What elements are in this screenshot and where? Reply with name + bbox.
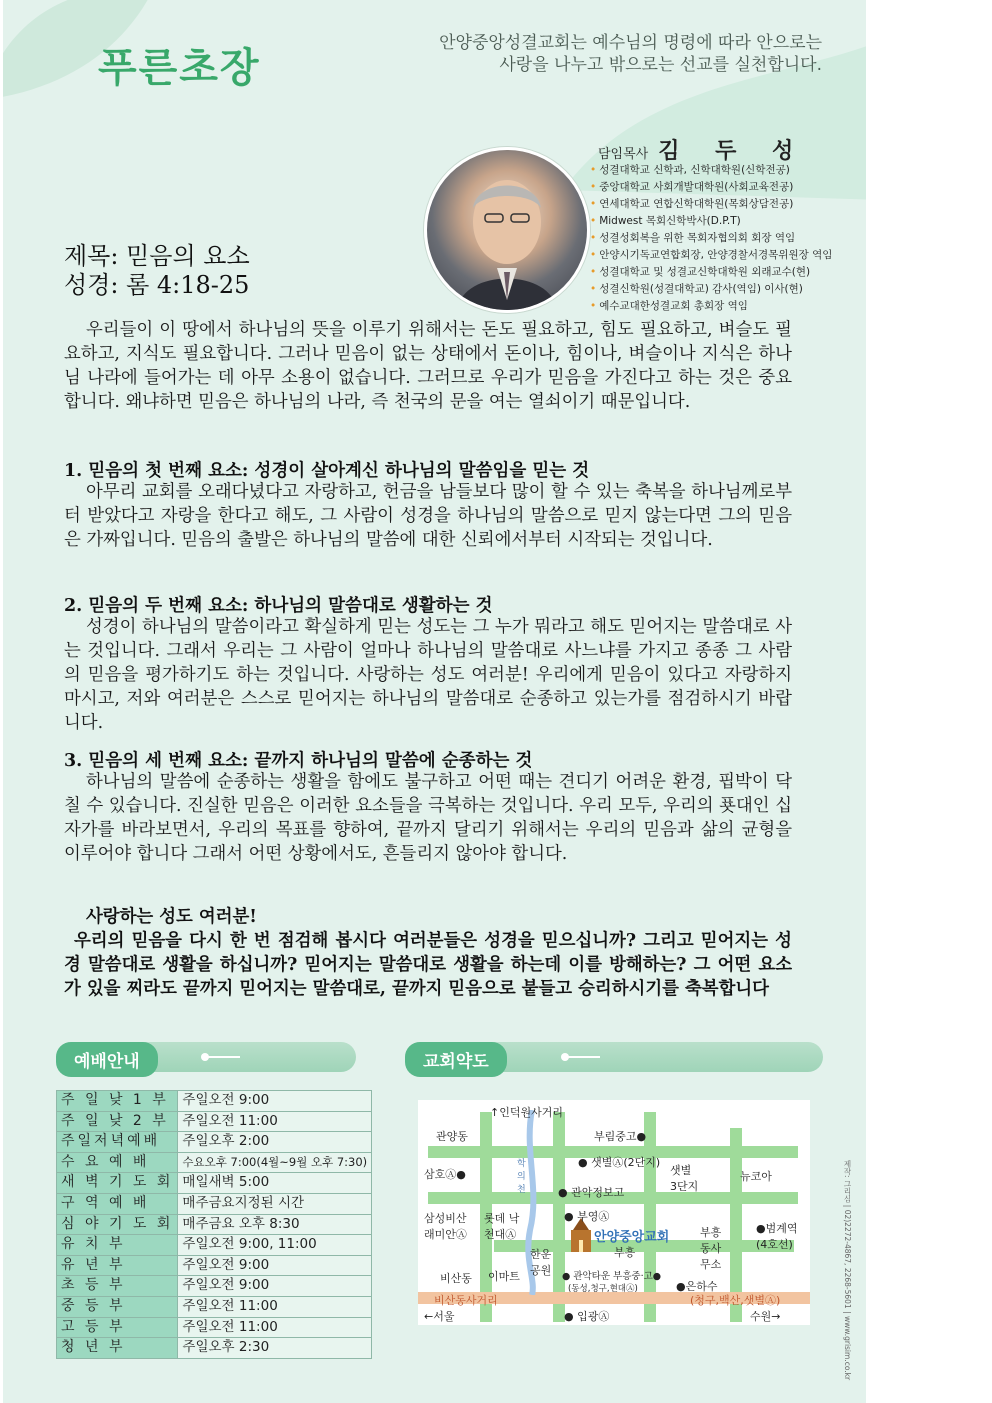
table-row: 주 일 낮 2 부 주일오전 11:00 [57, 1111, 372, 1132]
pastor-name: 김 두 성 [658, 138, 808, 164]
map-label: 부림중고● [594, 1130, 647, 1143]
tagline-line-2: 사랑을 나누고 밖으로는 선교를 실천합니다. [499, 55, 822, 75]
bullet-icon: • [590, 215, 597, 227]
point-1-body: 아무리 교회를 오래다녔다고 자랑하고, 헌금을 남들보다 많이 할 수 있는 축복을 하나님께로부터 받았다고 자랑을 한다고 해도, 그 사람이 성경을 하나님의 말씀으로 믿지 않는다면 그의 믿음은 가짜입니다. 믿음의 출발은 하나님의 말씀에 대한 신뢰에서부터 시작되는 것입니다. [64, 482, 792, 550]
map-label: 부흥 동사 무소 [700, 1226, 722, 1271]
sermon-intro: 우리들이 이 땅에서 하나님의 뜻을 이루기 위해서는 돈도 필요하고, 힘도 필요하고, 벼슬도 필요하고, 지식도 필요합니다. 그러나 믿음이 없는 상태에서 돈이나, 힘이나, 벼슬이나 지식은 하나님 나라에 들어가는 데 아무 소용이 없습니다. 그러므로 우리가 믿음을 가진다고 하는 것은 중요합니다. 왜냐하면 믿음은 하나님의 나라, 즉 천국의 문을 여는 열쇠이기 때문입니다. [64, 320, 792, 412]
map-section-label: 교회약도 [405, 1042, 507, 1077]
church-map [418, 1100, 810, 1325]
bullet-icon: • [590, 283, 597, 295]
table-row: 초 등 부 주일오전 9:00 [57, 1276, 372, 1297]
map-label: 뉴코아 [740, 1170, 772, 1183]
map-label: ● 샛별Ⓐ(2단지) [578, 1156, 661, 1169]
pin-line-icon [200, 1050, 242, 1064]
table-row: 주일저녁예배 주일오후 2:00 [57, 1132, 372, 1153]
pin-line-icon [560, 1050, 602, 1064]
bullet-icon: • [590, 266, 597, 278]
sermon-scripture: 성경: 롬 4:18-25 [64, 271, 250, 299]
table-row: 유 년 부 주일오전 9:00 [57, 1255, 372, 1276]
table-row: 중 등 부 주일오전 11:00 [57, 1296, 372, 1317]
map-label: 삼성비산 래미안Ⓐ [424, 1212, 467, 1241]
sermon-header [64, 242, 250, 300]
church-tagline [439, 32, 822, 76]
bullet-icon: • [590, 164, 597, 176]
table-row: 청 년 부 주일오후 2:30 [57, 1338, 372, 1359]
map-label: 비산동사거리 [434, 1294, 498, 1307]
pastor-portrait-icon [427, 150, 587, 310]
credential-item: • 예수교대한성결교회 총회장 역임 [590, 300, 748, 312]
table-row: 유 치 부 주일오전 9:00, 11:00 [57, 1235, 372, 1256]
credential-item: • 성결대학교 신학과, 신학대학원(신학전공) [590, 164, 790, 176]
map-label: 한운 공원 [530, 1248, 552, 1277]
sermon-title: 제목: 믿음의 요소 [64, 242, 250, 270]
map-label: ● 관악정보고 [558, 1186, 625, 1199]
map-label: (동성,청구,현대Ⓐ) [568, 1284, 638, 1294]
table-row: 새 벽 기 도 회 매일새벽 5:00 [57, 1173, 372, 1194]
table-row: 구 역 예 배 매주금요지정된 시간 [57, 1193, 372, 1214]
newsletter-title: 푸른초장 [98, 45, 261, 91]
map-label: 수원→ [750, 1310, 781, 1323]
credential-item: • 성결대학교 및 성결교신학대학원 외래교수(현) [590, 266, 811, 278]
table-row: 심 야 기 도 회 매주금요 오후 8:30 [57, 1214, 372, 1235]
credential-item: • 연세대학교 연합신학대학원(목회상담전공) [590, 198, 794, 210]
credential-item: • 성결성회복을 위한 목회자협의회 회장 역임 [590, 232, 796, 244]
map-label: 부흥 [614, 1246, 636, 1259]
map-label: 이마트 [488, 1270, 520, 1283]
map-label: ● 관악타운 부흥중·고● [562, 1271, 662, 1282]
point-1-heading: 1. 믿음의 첫 번째 요소: 성경이 살아계신 하나님의 말씀임을 믿는 것 [64, 461, 590, 481]
map-label: 비산동 [440, 1272, 472, 1285]
map-label: ↑인덕원사거리 [490, 1106, 563, 1119]
pastor-credentials [590, 162, 832, 315]
bullet-icon: • [590, 300, 597, 312]
credential-item: • 성결신학원(성결대학교) 감사(역임) 이사(현) [590, 283, 803, 295]
bullet-icon: • [590, 181, 597, 193]
point-2-heading: 2. 믿음의 두 번째 요소: 하나님의 말씀대로 생활하는 것 [64, 596, 493, 616]
closing-greeting: 사랑하는 성도 여러분! [86, 907, 257, 927]
pastor-role: 담임목사 [598, 147, 649, 162]
map-label: 롯데 낙천대Ⓐ [484, 1212, 520, 1241]
pastor-photo [424, 147, 590, 313]
credential-item: • 중앙대학교 사회개발대학원(사회교육전공) [590, 181, 794, 193]
credential-item: • 안양시기독교연합회장, 안양경찰서경목위원장 역임 [590, 249, 833, 261]
map-label: 삼호Ⓐ● [424, 1168, 466, 1181]
worship-section-label: 예배안내 [56, 1042, 158, 1077]
pastor-name-row [598, 134, 807, 165]
table-row: 수 요 예 배 수요오후 7:00(4월~9월 오후 7:30) [57, 1152, 372, 1173]
map-label: (청구,백산,샛별Ⓐ) [690, 1294, 781, 1307]
table-row: 주 일 낮 1 부 주일오전 9:00 [57, 1091, 372, 1112]
map-label: ←서울 [424, 1310, 455, 1323]
map-label: ●범계역 (4호선) [756, 1222, 798, 1251]
bullet-icon: • [590, 232, 597, 244]
map-label: ● 입광Ⓐ [564, 1310, 610, 1323]
map-label: 관양동 [436, 1130, 468, 1143]
map-label: 학의천 [517, 1159, 526, 1195]
publisher-note: 제작: 그리심 | 02)2272-4867, 2268-5601 | www.grisim.co.kr [843, 1160, 852, 1381]
credential-item: • Midwest 목회신학박사(D.P.T) [590, 215, 741, 227]
church-name: 안양중앙교회 [594, 1230, 670, 1245]
point-3-heading: 3. 믿음의 세 번째 요소: 끝까지 하나님의 말씀에 순종하는 것 [64, 751, 533, 771]
point-2-body: 성경이 하나님의 말씀이라고 확실하게 믿는 성도는 그 누가 뭐라고 해도 믿어지는 말씀대로 사는 것입니다. 그래서 우리는 그 사람이 얼마나 하나님의 말씀대로 사느냐를 가지고 종종 그 사람의 믿음을 평가하기도 하는 것입니다. 사랑하는 성도 여러분! 우리에게 믿음이 있다고 자랑하지 마시고, 저와 여러분은 스스로 믿어지는 하나님의 말씀대로 순종하고 있는가를 점검하시기 바랍니다. [64, 617, 792, 733]
map-label: 샛별 3단지 [670, 1164, 699, 1193]
closing-body: 우리의 믿음을 다시 한 번 점검해 봅시다 여러분들은 성경을 믿으십니까? 그리고 믿어지는 성경 말씀대로 생활을 하십니까? 믿어지는 말씀대로 생활을 하는데 이를 방해하는? 그 어떤 요소가 있을 찌라도 끝까지 믿어지는 말씀대로, 끝까지 믿음으로 붙들고 승리하시기를 축복합니다 [64, 931, 792, 999]
map-label: ●은하수 [676, 1280, 718, 1293]
point-3-body: 하나님의 말씀에 순종하는 생활을 함에도 불구하고 어떤 때는 견디기 어려운 환경, 핍박이 닥칠 수 있습니다. 진실한 믿음은 이러한 요소들을 극복하는 것입니다. 우리 모두, 우리의 푯대인 십자가를 바라보면서, 우리의 목표를 향하여, 끝까지 달리기 위해서는 우리의 믿음과 삶의 균형을 이루어야 합니다 그래서 어떤 상황에서도, 흔들리지 않아야 합니다. [64, 772, 792, 864]
map-label: ● 부영Ⓐ [564, 1210, 610, 1223]
worship-schedule-table [56, 1090, 372, 1359]
bullet-icon: • [590, 198, 597, 210]
table-row: 고 등 부 주일오전 11:00 [57, 1317, 372, 1338]
bullet-icon: • [590, 249, 597, 261]
tagline-line-1: 안양중앙성결교회는 예수님의 명령에 따라 안으로는 [439, 33, 822, 53]
